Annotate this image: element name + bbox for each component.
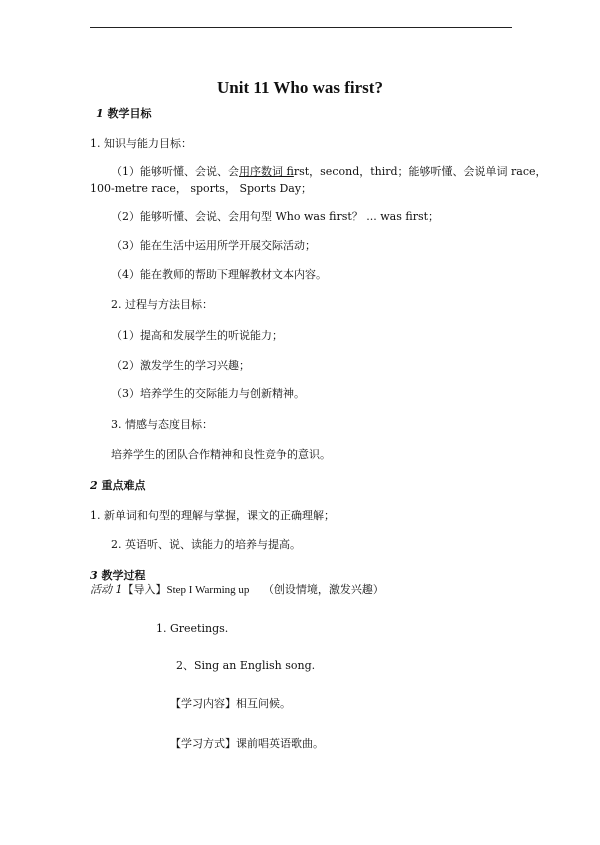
activity-title: Step I Warming up xyxy=(166,584,250,596)
header-rule xyxy=(90,27,512,28)
objective-1: 1. 知识与能力目标： xyxy=(90,137,192,150)
learning-content-label: 【学习内容】 xyxy=(170,697,236,710)
section-2-heading xyxy=(90,479,146,493)
objective-2-point-3: （3）培养学生的交际能力与创新精神。 xyxy=(111,387,305,400)
page-title: Unit 11 Who was first? xyxy=(217,78,383,97)
section-1-title: 教学目标 xyxy=(107,107,152,120)
objective-1-point-2: （2）能够听懂、会说、会用句型 Who was first？ ... was first； xyxy=(111,210,440,223)
section-3-number: 3 xyxy=(90,569,98,582)
key-point-2: 2. 英语听、说、读能力的培养与提高。 xyxy=(111,538,301,551)
learning-content xyxy=(170,697,291,711)
objective-2: 2. 过程与方法目标： xyxy=(111,298,213,311)
section-1-heading xyxy=(96,107,152,121)
objective-3: 3. 情感与态度目标： xyxy=(111,418,213,431)
section-2-title: 重点难点 xyxy=(101,479,146,492)
activity-label: 活动 1 xyxy=(90,583,123,596)
step-1: 1. Greetings. xyxy=(156,622,229,635)
objective-1-point-4: （4）能在教师的帮助下理解教材文本内容。 xyxy=(111,268,327,281)
activity-note: （创设情境，激发兴趣） xyxy=(262,583,384,596)
objective-1-point-3: （3）能在生活中运用所学开展交际活动； xyxy=(111,239,316,252)
activity-tag: 【导入】 xyxy=(122,583,167,596)
learning-method-text: 课前唱英语歌曲。 xyxy=(236,737,324,750)
activity-1-line xyxy=(90,583,384,597)
section-2-number: 2 xyxy=(90,479,98,492)
point-1-underlined: 用序数词 fi xyxy=(239,165,294,178)
learning-method xyxy=(170,737,324,751)
objective-1-point-1-cont: 100-metre race， sports， Sports Day； xyxy=(90,182,313,195)
learning-content-text: 相互问候。 xyxy=(236,697,291,710)
objective-3-point-1: 培养学生的团队合作精神和良性竞争的意识。 xyxy=(111,448,331,461)
key-point-1: 1. 新单词和句型的理解与掌握，课文的正确理解； xyxy=(90,509,335,522)
section-3-heading xyxy=(90,569,146,583)
point-1-suffix: rst，second，third；能够听懂、会说单词 race， xyxy=(293,165,547,178)
learning-method-label: 【学习方式】 xyxy=(170,737,236,750)
section-3-title: 教学过程 xyxy=(101,569,146,582)
objective-2-point-1: （1）提高和发展学生的听说能力； xyxy=(111,329,283,342)
step-2: 2、Sing an English song. xyxy=(176,659,316,672)
section-1-number: 1 xyxy=(96,107,104,120)
objective-2-point-2: （2）激发学生的学习兴趣； xyxy=(111,359,250,372)
point-1-prefix: （1）能够听懂、会说、会 xyxy=(111,165,239,178)
objective-1-point-1 xyxy=(111,165,547,179)
